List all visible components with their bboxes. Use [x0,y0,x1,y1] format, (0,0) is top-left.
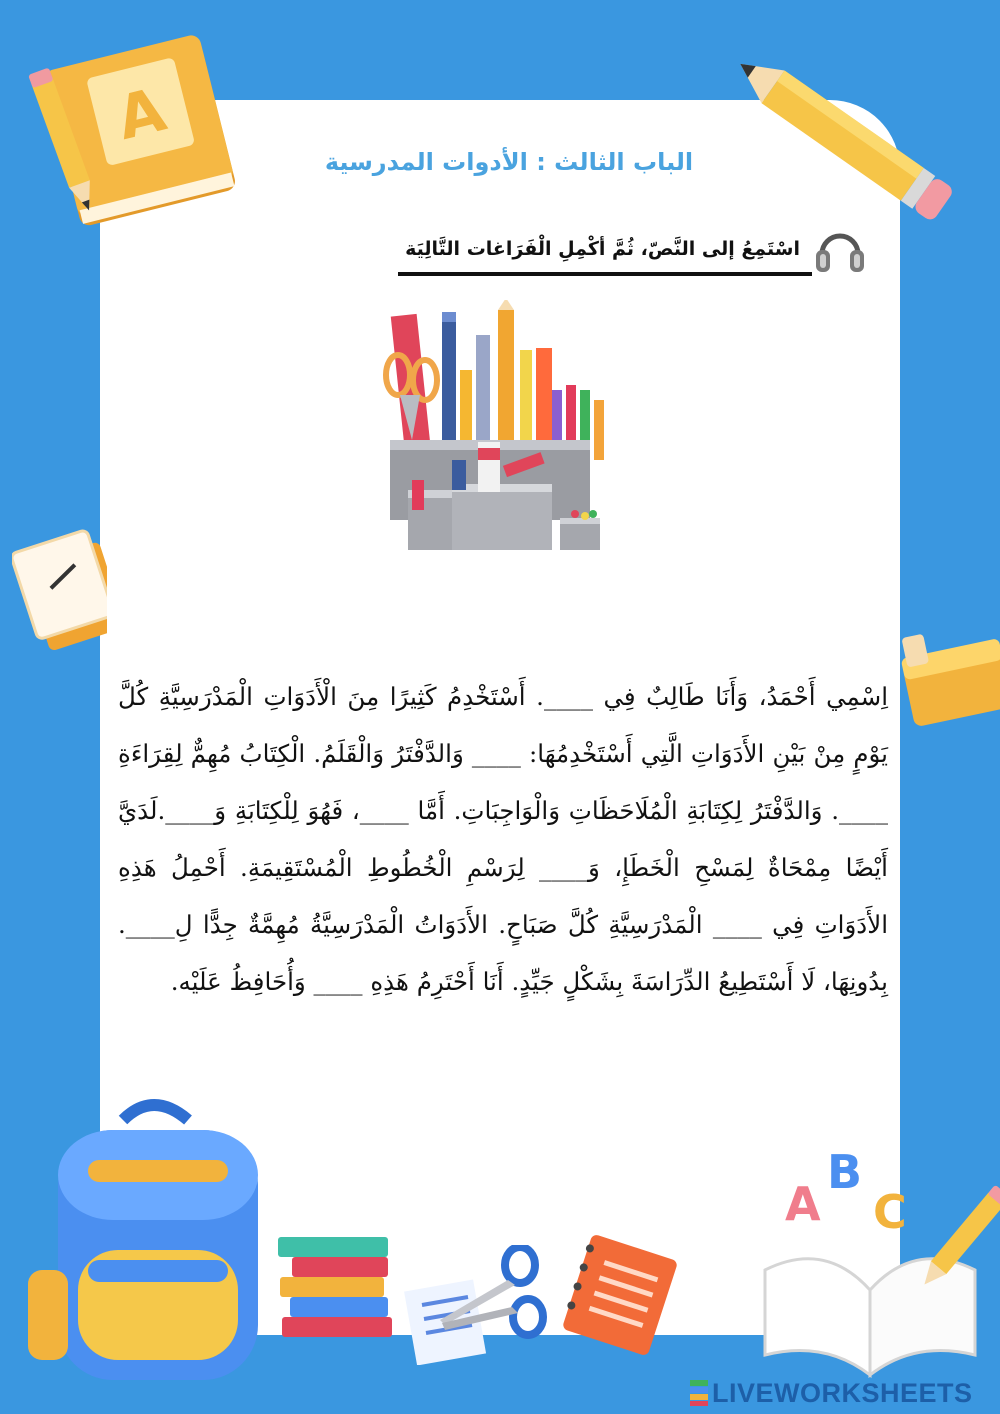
backpack-icon [28,1090,278,1400]
abc-letter-a: A [785,1177,821,1231]
scissors-icon [400,1245,550,1365]
alphabet-book-icon [18,8,238,238]
instruction-underline [398,272,812,276]
liveworksheets-logo [690,1378,973,1408]
notebook-icon [12,515,107,665]
pencil-icon [700,40,960,250]
book-stack-icon [895,620,1000,730]
spiral-notebook-icon [555,1235,685,1355]
abc-letter-b: B [827,1145,863,1199]
footer-brand-text: LIVEWORKSHEETS [712,1377,973,1408]
book-stack-icon [272,1225,402,1345]
school-supplies-organizer-image [380,300,620,555]
abc-open-book-icon [745,1140,1000,1380]
abc-letter-c: C [873,1185,907,1239]
page-title: الباب الثالث : الأدوات المدرسية [324,148,694,176]
instruction-text: اسْتَمِعُ إلى النَّصّ، ثُمَّ أكْمِلِ الْفَرَاغات التَّالِيَة [405,238,800,260]
book-letter: A [110,74,173,155]
passage-text: اِسْمِي أَحْمَدُ، وَأَنَا طَالِبٌ فِي ____. أَسْتَخْدِمُ كَثِيرًا مِنَ الْأَدَوَاتِ الْمَدْرَسِيَّةِ كُلَّ يَوْمٍ مِنْ بَيْنِ الأَدَوَاتِ الَّتِي أَسْتَخْدِمُهَا: ____ وَالدَّفْتَرُ وَالْقَلَمُ. الْكِتَابُ مُهِمٌّ لِقِرَاءَةِ ____. وَالدَّفْتَرُ لِكِتَابَةِ الْمُلَاحَظَاتِ وَالْوَاجِبَاتِ. أَمَّا ____، فَهُوَ لِلْكِتَابَةِ وَ____.لَدَيَّ أَيْضًا مِمْحَاةٌ لِمَسْحِ الْخَطَإِ، وَ____ لِرَسْمِ الْخُطُوطِ الْمُسْتَقِيمَةِ. أَحْمِلُ هَذِهِ الأَدَوَاتِ فِي ____ الْمَدْرَسِيَّةِ كُلَّ صَبَاحٍ. الأَدَوَاتُ الْمَدْرَسِيَّةُ مُهِمَّةٌ جِدًّا لِ____. بِدُونِهَا، لَا أَسْتَطِيعُ الدِّرَاسَةَ بِشَكْلٍ جَيِّدٍ. أَنَا أَحْتَرِمُ هَذِهِ ____ وَأُحَافِظُ عَلَيْه. [118,682,888,996]
headphones-icon[interactable] [812,222,868,274]
live-badge-icon [690,1380,708,1406]
